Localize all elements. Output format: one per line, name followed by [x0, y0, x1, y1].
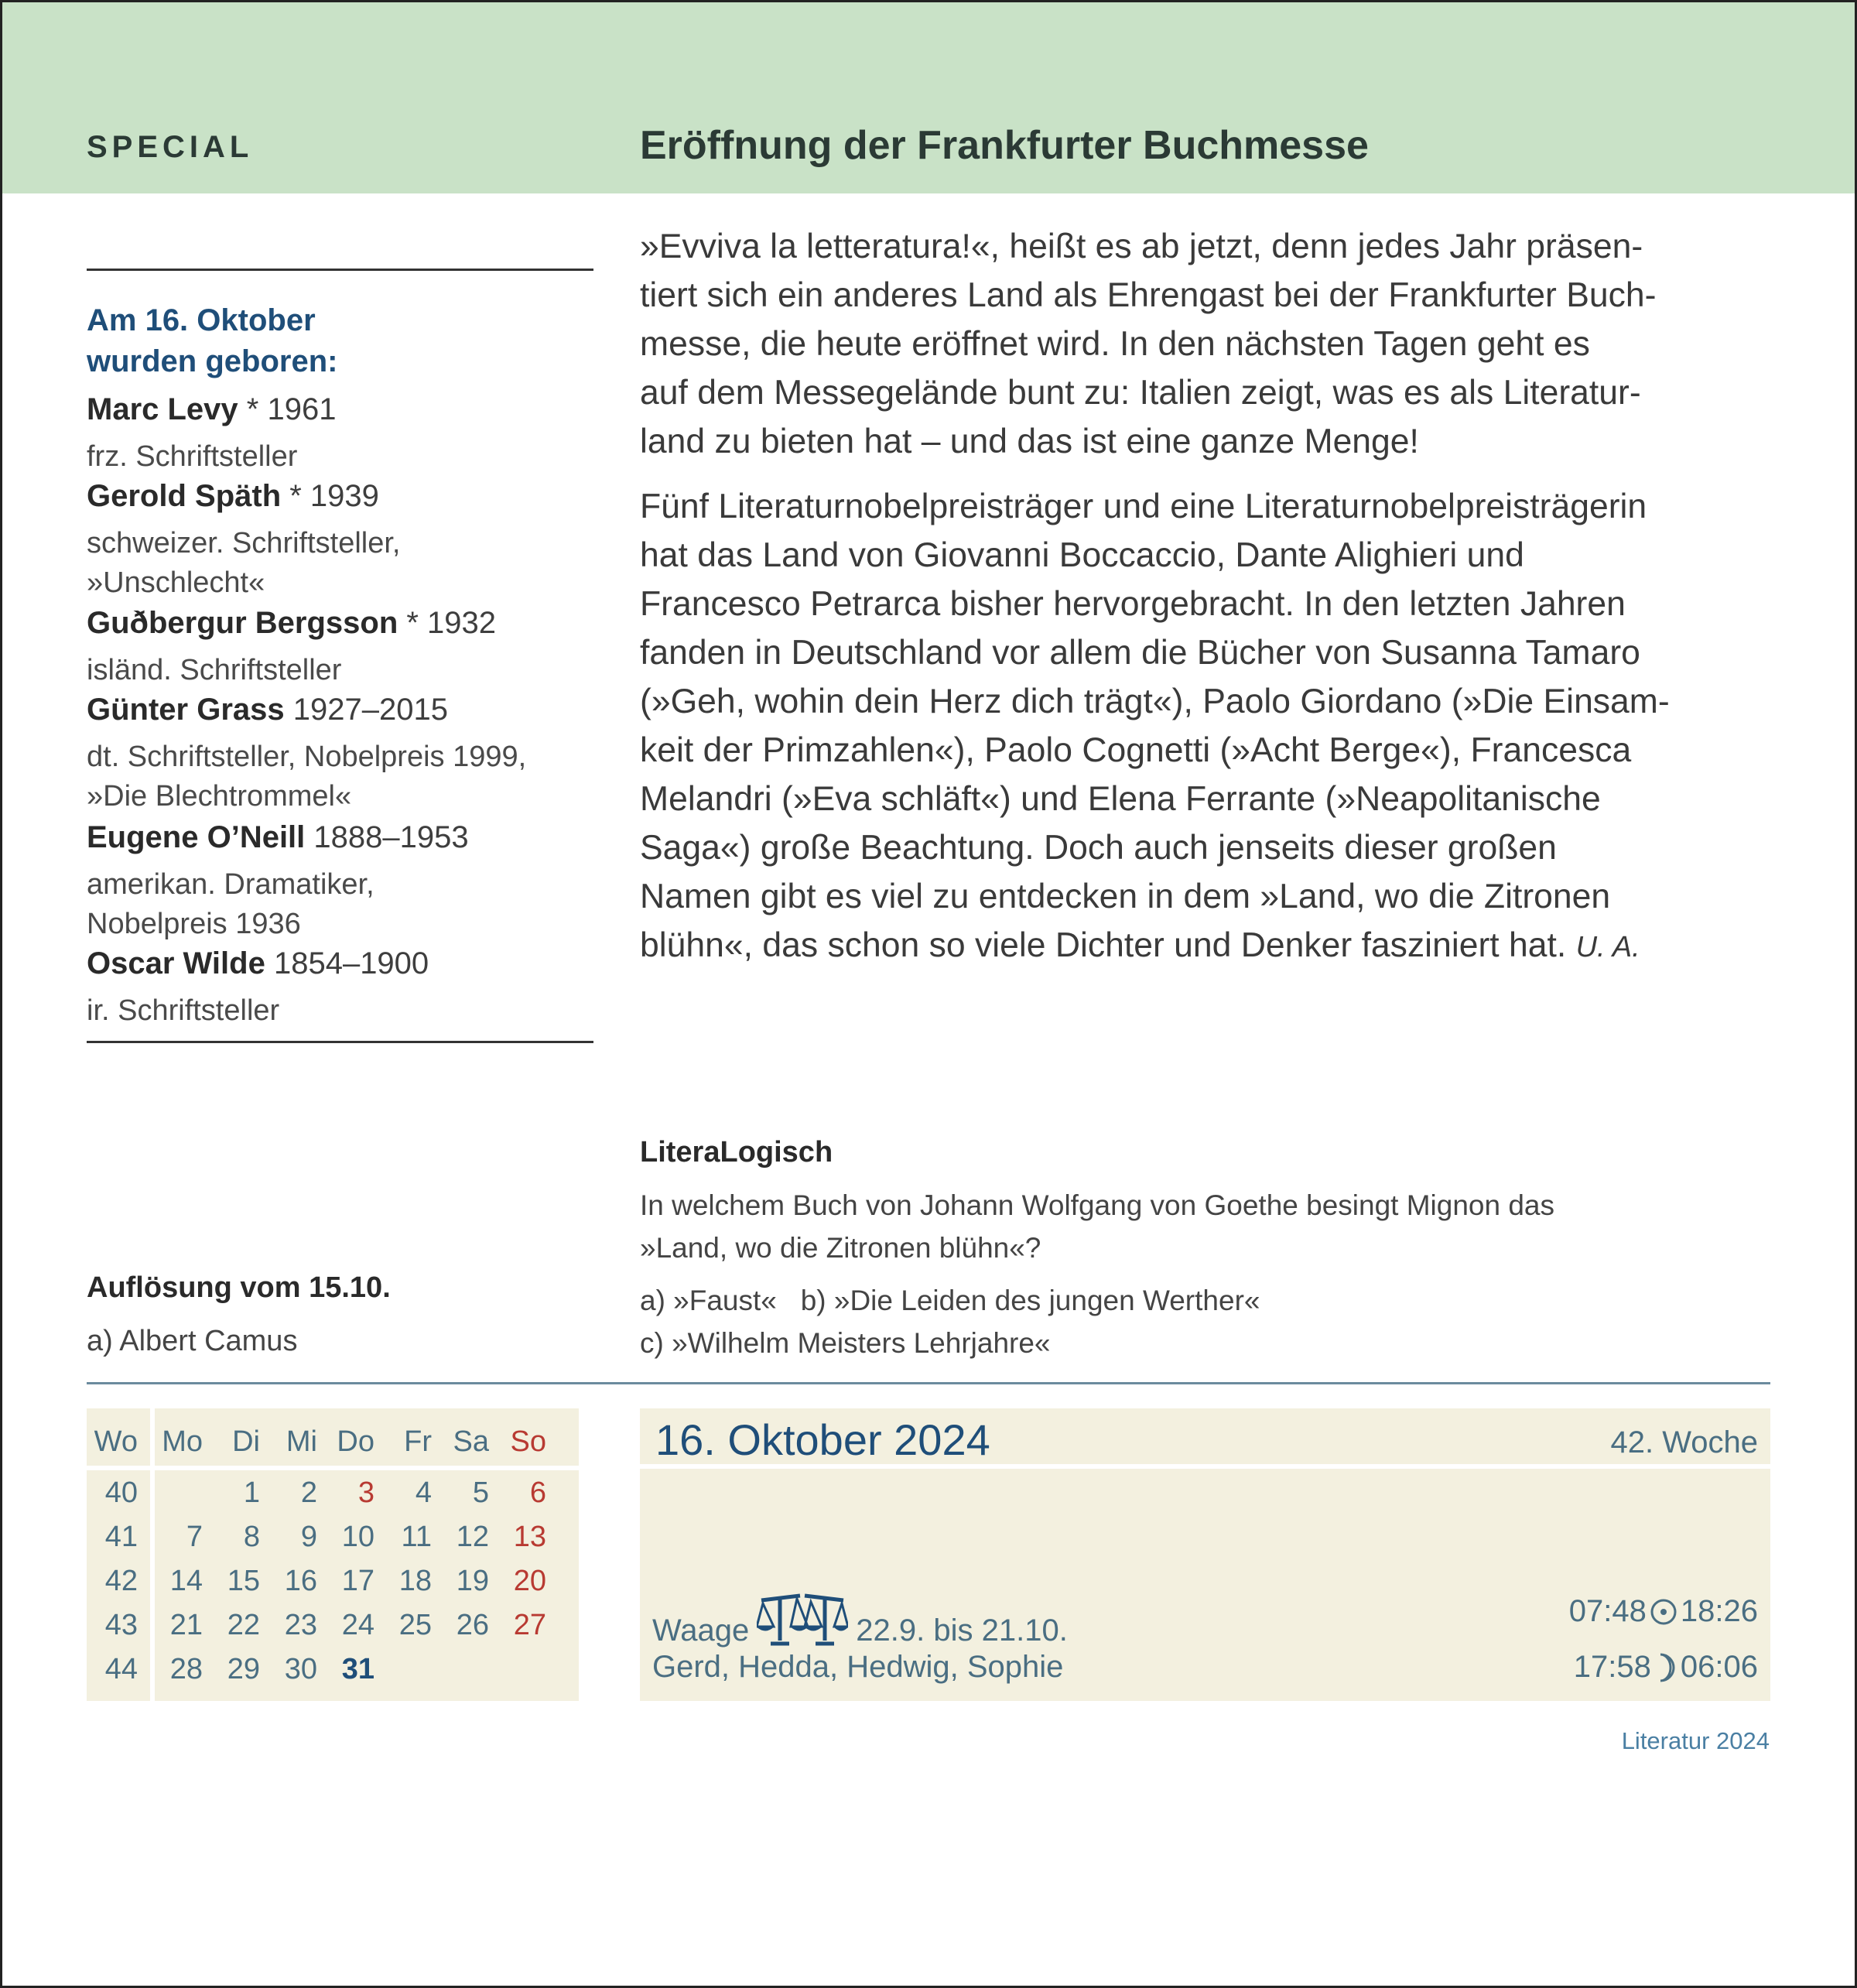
article-line: Namen gibt es viel zu entdecken in dem »Land, wo die Zitronen	[640, 878, 1611, 915]
sunrise-time: 07:48	[1568, 1594, 1647, 1628]
calendar-day: 14	[169, 1565, 203, 1597]
calendar-day: 27	[513, 1609, 546, 1641]
zodiac-info	[652, 1593, 1068, 1648]
article-paragraph-2	[640, 482, 1777, 972]
person-years: 1888–1953	[305, 820, 469, 854]
calendar-day: 8	[243, 1521, 260, 1553]
moon-times	[1574, 1650, 1758, 1685]
month-calendar	[87, 1408, 579, 1701]
calendar-day: 10	[341, 1521, 374, 1553]
person-desc: isländ. Schriftsteller	[87, 654, 342, 686]
person-desc: Nobelpreis 1936	[87, 908, 301, 940]
born-heading	[87, 300, 337, 382]
calendar-day-header: Mo	[162, 1425, 203, 1458]
calendar-day: 11	[401, 1521, 432, 1553]
moonset-time: 06:06	[1680, 1650, 1758, 1684]
calendar-week-number: 44	[104, 1653, 138, 1685]
calendar-day: 31	[341, 1653, 374, 1685]
person-name: Eugene O’Neill	[87, 820, 306, 854]
calendar-day: 29	[227, 1653, 260, 1685]
article-line: (»Geh, wohin dein Herz dich trägt«), Paolo Giordano (»Die Einsam-	[640, 683, 1670, 720]
page-title: Eröffnung der Frankfurter Buchmesse	[640, 123, 1369, 168]
solution-text: a) Albert Camus	[87, 1325, 298, 1357]
calendar-day-header: Di	[232, 1425, 260, 1458]
quiz-title: LiteraLogisch	[640, 1136, 833, 1169]
calendar-day: 15	[227, 1565, 260, 1597]
article-line: Saga«) große Beachtung. Doch auch jenseits dieser großen	[640, 829, 1557, 867]
calendar-day: 24	[341, 1609, 374, 1641]
person-desc: amerikan. Dramatiker,	[87, 868, 374, 901]
calendar-day: 21	[169, 1609, 203, 1641]
person-name: Gerold Späth	[87, 479, 282, 513]
article-line-text: blühn«, das schon so viele Dichter und Denker fasziniert hat.	[640, 926, 1567, 964]
quiz-question-line: In welchem Buch von Johann Wolfgang von Goethe besingt Mignon das	[640, 1189, 1555, 1221]
calendar-day: 22	[227, 1609, 260, 1641]
solution-title: Auflösung vom 15.10.	[87, 1271, 391, 1304]
divider-top	[87, 269, 593, 271]
calendar-week-number: 43	[104, 1609, 138, 1641]
calendar-day-header: Do	[337, 1425, 374, 1458]
calendar-day: 1	[243, 1476, 260, 1509]
born-heading-line2: wurden geboren:	[87, 344, 338, 378]
section-divider	[87, 1382, 1770, 1384]
person-entry	[87, 943, 613, 1031]
person-name: Guðbergur Bergsson	[87, 606, 398, 640]
current-date: 16. Oktober 2024	[655, 1415, 990, 1464]
divider-bottom	[87, 1041, 593, 1043]
article-line: messe, die heute eröffnet wird. In den nächsten Tagen geht es	[640, 325, 1590, 363]
article-line: hat das Land von Giovanni Boccaccio, Dante Alighieri und	[640, 536, 1524, 574]
article-line: »Evviva la letteratura!«, heißt es ab jetzt, denn jedes Jahr präsen-	[640, 228, 1643, 265]
person-entry	[87, 689, 613, 816]
zodiac-range: 22.9. bis 21.10.	[856, 1613, 1068, 1648]
calendar-week-number: 42	[104, 1565, 138, 1597]
person-entry	[87, 475, 613, 603]
calendar-day: 4	[415, 1476, 432, 1509]
article-paragraph-1	[640, 222, 1777, 466]
calendar-day: 9	[300, 1521, 317, 1553]
person-name: Günter Grass	[87, 693, 285, 727]
person-years: * 1932	[398, 606, 497, 640]
article-line	[640, 921, 1777, 972]
moonrise-time: 17:58	[1573, 1650, 1651, 1684]
person-entry	[87, 388, 613, 477]
sunset-time: 18:26	[1680, 1594, 1758, 1628]
footer-label: Literatur 2024	[1621, 1727, 1770, 1754]
calendar-day: 20	[513, 1565, 546, 1597]
calendar-day: 28	[169, 1653, 203, 1685]
calendar-day: 23	[284, 1609, 317, 1641]
person-name: Oscar Wilde	[87, 946, 265, 980]
sun-icon	[1650, 1598, 1677, 1626]
calendar-day-header: Fr	[404, 1425, 432, 1458]
article-line: Melandri (»Eva schläft«) und Elena Ferrante (»Neapolitanische	[640, 780, 1601, 818]
calendar-week-header: Wo	[94, 1425, 138, 1458]
calendar-day: 18	[398, 1565, 432, 1597]
moon-icon	[1654, 1653, 1677, 1682]
calendar-day-header: Mi	[286, 1425, 317, 1458]
person-years: 1854–1900	[265, 946, 429, 980]
calendar-day-header: So	[510, 1425, 546, 1458]
article-line: keit der Primzahlen«), Paolo Cognetti (»Acht Berge«), Francesca	[640, 731, 1632, 769]
person-desc: ir. Schriftsteller	[87, 994, 280, 1027]
quiz-question	[640, 1184, 1785, 1269]
calendar-day: 13	[513, 1521, 546, 1553]
calendar-day: 19	[456, 1565, 489, 1597]
calendar-day: 17	[341, 1565, 374, 1597]
article-line: tiert sich ein anderes Land als Ehrengast bei der Frankfurter Buch-	[640, 276, 1657, 314]
name-days: Gerd, Hedda, Hedwig, Sophie	[652, 1650, 1064, 1684]
week-number: 42. Woche	[1610, 1425, 1758, 1459]
person-desc: dt. Schriftsteller, Nobelpreis 1999,	[87, 741, 527, 773]
person-name: Marc Levy	[87, 392, 238, 426]
calendar-day: 30	[284, 1653, 317, 1685]
zodiac-name: Waage	[652, 1613, 750, 1648]
born-heading-line1: Am 16. Oktober	[87, 303, 316, 337]
quiz-answers-line1: a) »Faust« b) »Die Leiden des jungen Werther«	[640, 1285, 1260, 1316]
calendar-week-number: 40	[104, 1476, 138, 1509]
quiz-question-line: »Land, wo die Zitronen blühn«?	[640, 1232, 1041, 1264]
calendar-week-number: 41	[104, 1521, 138, 1553]
sun-times	[1569, 1594, 1758, 1629]
libra-icon	[757, 1593, 848, 1648]
article-line: land zu bieten hat – und das ist eine ganze Menge!	[640, 423, 1419, 460]
person-years: * 1939	[281, 479, 379, 513]
article-line: Francesco Petrarca bisher hervorgebracht. In den letzten Jahren	[640, 585, 1626, 623]
person-entry	[87, 816, 613, 944]
calendar-day: 26	[456, 1609, 489, 1641]
calendar-day: 16	[284, 1565, 317, 1597]
author-signature: U. A.	[1575, 931, 1640, 963]
person-desc: »Die Blechtrommel«	[87, 780, 352, 813]
calendar-day: 6	[529, 1476, 546, 1509]
person-desc: schweizer. Schriftsteller,	[87, 527, 401, 559]
calendar-day: 7	[186, 1521, 203, 1553]
article-line: fanden in Deutschland vor allem die Bücher von Susanna Tamaro	[640, 634, 1640, 672]
calendar-day: 2	[300, 1476, 317, 1509]
calendar-day: 5	[472, 1476, 489, 1509]
person-years: * 1961	[238, 392, 337, 426]
calendar-header-divider	[87, 1466, 579, 1470]
date-panel	[640, 1408, 1770, 1701]
article-line: Fünf Literaturnobelpreisträger und eine Literaturnobelpreisträgerin	[640, 488, 1647, 525]
person-desc: »Unschlecht«	[87, 566, 265, 599]
person-desc: frz. Schriftsteller	[87, 440, 298, 473]
calendar-day: 25	[398, 1609, 432, 1641]
person-entry	[87, 602, 613, 690]
article-line: auf dem Messegelände bunt zu: Italien zeigt, was es als Literatur-	[640, 374, 1641, 412]
person-years: 1927–2015	[284, 693, 448, 727]
calendar-day: 12	[456, 1521, 489, 1553]
section-label: SPECIAL	[87, 130, 254, 164]
quiz-answers-line2: c) »Wilhelm Meisters Lehrjahre«	[640, 1327, 1051, 1359]
calendar-day-header: Sa	[453, 1425, 489, 1458]
calendar-day: 3	[357, 1476, 374, 1509]
